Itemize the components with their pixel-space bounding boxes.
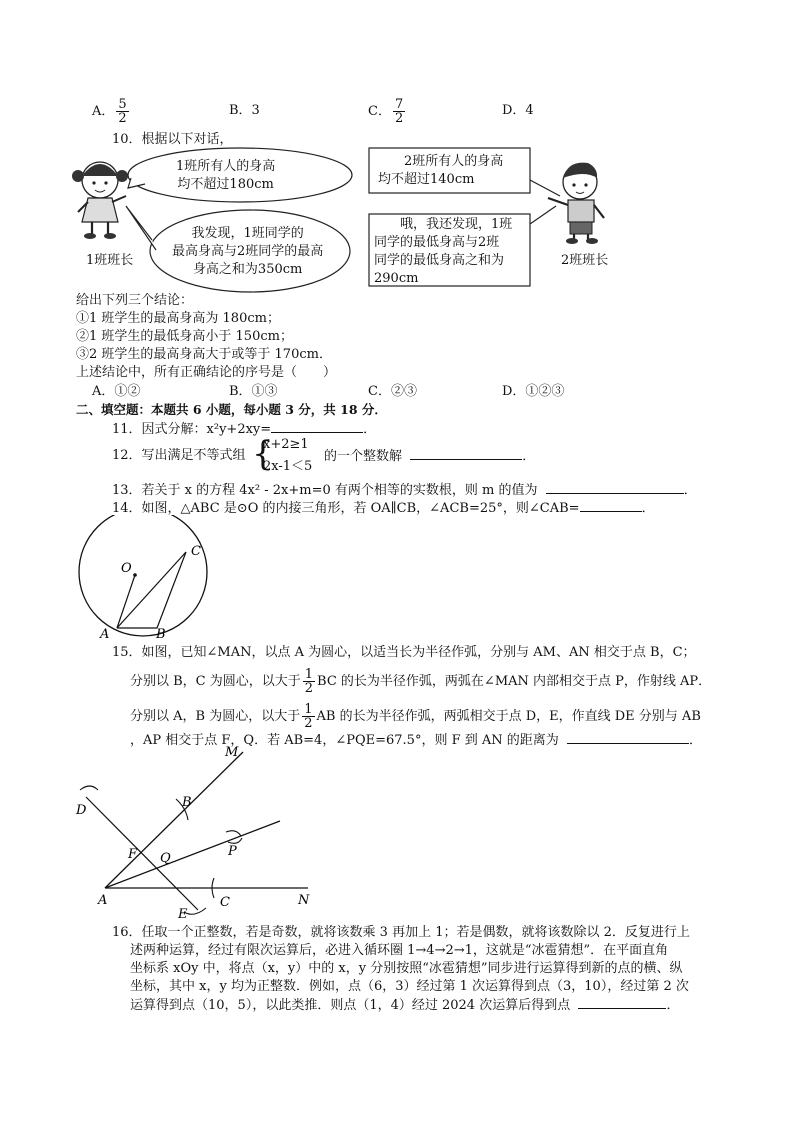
q15-line-3: 分别以 A，B 为圆心，以大于 $\frac{1}{2}$ AB 的长为半径作弧，两弧相交于点 D，E，作直线 DE 分别与 AB (130, 702, 701, 731)
q15-label-n: N (298, 893, 310, 908)
q16-line-1: 16．任取一个正整数，若是奇数，就将该数乘 3 再加上 1；若是偶数，就将该数除以 2．反复进行上 (112, 925, 690, 940)
q12-text: 12．写出满足不等式组 (112, 448, 246, 463)
q10-option-a: A．①② (92, 384, 141, 399)
q15-label-f: F (128, 847, 138, 862)
boy-illustration (548, 163, 604, 244)
q9-option-b: B．3 (229, 103, 260, 118)
q12-post: 的一个整数解 ． (324, 449, 536, 464)
q14-label-a: A (100, 627, 110, 642)
q12-brace: { (252, 434, 274, 474)
q14-circle-figure (70, 515, 230, 645)
q15-label-b: B (182, 795, 192, 810)
q9-option-c: C． $\frac{7}{2}$ (368, 97, 404, 126)
q14-label-c: C (191, 544, 201, 559)
q11: 11．因式分解：x²y+2xy= ． (112, 422, 377, 437)
q12-ineq-2: 2x-1＜5 (263, 459, 313, 474)
q15-label-c: C (220, 895, 230, 910)
q16-line-5: 运算得到点（10，5），以此类推．则点（1，4）经过 2024 次运算后得到点 ． (130, 998, 680, 1013)
q16-line-2: 述两种运算，经过有限次运算后，必进入循环圈 1→4→2→1，这就是“冰雹猜想”．在平面直角 (130, 943, 669, 958)
q10-option-d: D．①②③ (502, 384, 565, 399)
q14-label-o: O (121, 561, 132, 576)
q10-conclusion-3: ③2 班学生的最高身高大于或等于 170cm． (76, 347, 332, 362)
q10-stem: 10．根据以下对话， (112, 132, 233, 147)
q15-construction-figure (70, 742, 330, 924)
circle-o (79, 515, 207, 636)
q10-intro: 给出下列三个结论： (76, 293, 194, 308)
q16-line-4: 坐标，其中 x，y 均为正整数．例如，点（6，3）经过第 1 次运算得到点（3，10），经过第 2 次 (130, 979, 689, 994)
q10-question: 上述结论中，所有正确结论的序号是（ ） (76, 365, 337, 380)
q15-line-1: 15．如图，已知∠MAN，以点 A 为圆心，以适当长为半径作弧，分别与 AM、AN 相交于点 B，C； (112, 645, 696, 660)
q12-ineq-1: x+2≥1 (263, 437, 309, 452)
q15-label-q: Q (160, 851, 171, 866)
girl-illustration (72, 162, 128, 239)
q9-option-a: A． $\frac{5}{2}$ (92, 97, 127, 126)
q10-conclusion-2: ②1 班学生的最低身高小于 150cm； (76, 329, 293, 344)
q15-label-d: D (76, 803, 87, 818)
label-class2-monitor: 2班班长 (561, 253, 609, 268)
box2-text: 哦，我还发现，1班 同学的最低身高与2班 同学的最低身高之和为 290cm (374, 217, 513, 286)
q14: 14．如图，△ABC 是⊙O 的内接三角形，若 OA∥CB，∠ACB=25°，则∠CAB= ． (112, 501, 655, 516)
q15-label-m: M (225, 745, 239, 760)
box1-text: 2班所有人的身高 均不超过140cm (378, 154, 504, 187)
q10-option-c: C．②③ (368, 384, 417, 399)
q10-conclusion-1: ①1 班学生的最高身高为 180cm； (76, 311, 280, 326)
q16-line-3: 坐标系 xOy 中，将点（x，y）中的 x，y 分别按照“冰雹猜想”同步进行运算得到新的点的横、纵 (130, 961, 683, 976)
q15-label-e: E (178, 907, 188, 922)
q15-label-p: P (228, 844, 237, 859)
bubble2-text: 我发现，1班同学的 最高身高与2班同学的最高 身高之和为350cm (172, 226, 324, 277)
q13: 13．若关于 x 的方程 4x² - 2x+m=0 有两个相等的实数根，则 m 的值为 ． (112, 483, 697, 498)
section-2-heading: 二、填空题：本题共 6 小题，每小题 3 分，共 18 分． (76, 402, 387, 417)
q10-option-b: B．①③ (229, 384, 278, 399)
q15-label-a: A (98, 893, 108, 908)
q15-line-2: 分别以 B，C 为圆心，以大于 $\frac{1}{2}$ BC 的长为半径作弧，两弧在∠MAN 内部相交于点 P，作射线 AP． (130, 667, 712, 696)
q15-line-4: ，AP 相交于点 F，Q．若 AB=4，∠PQE=67.5°，则 F 到 AN 的距离为 ． (130, 733, 703, 748)
q9-option-d: D．4 (502, 103, 534, 118)
label-class1-monitor: 1班班长 (86, 253, 134, 268)
q14-label-b: B (156, 627, 166, 642)
bubble1-text: 1班所有人的身高 均不超过180cm (176, 159, 276, 192)
